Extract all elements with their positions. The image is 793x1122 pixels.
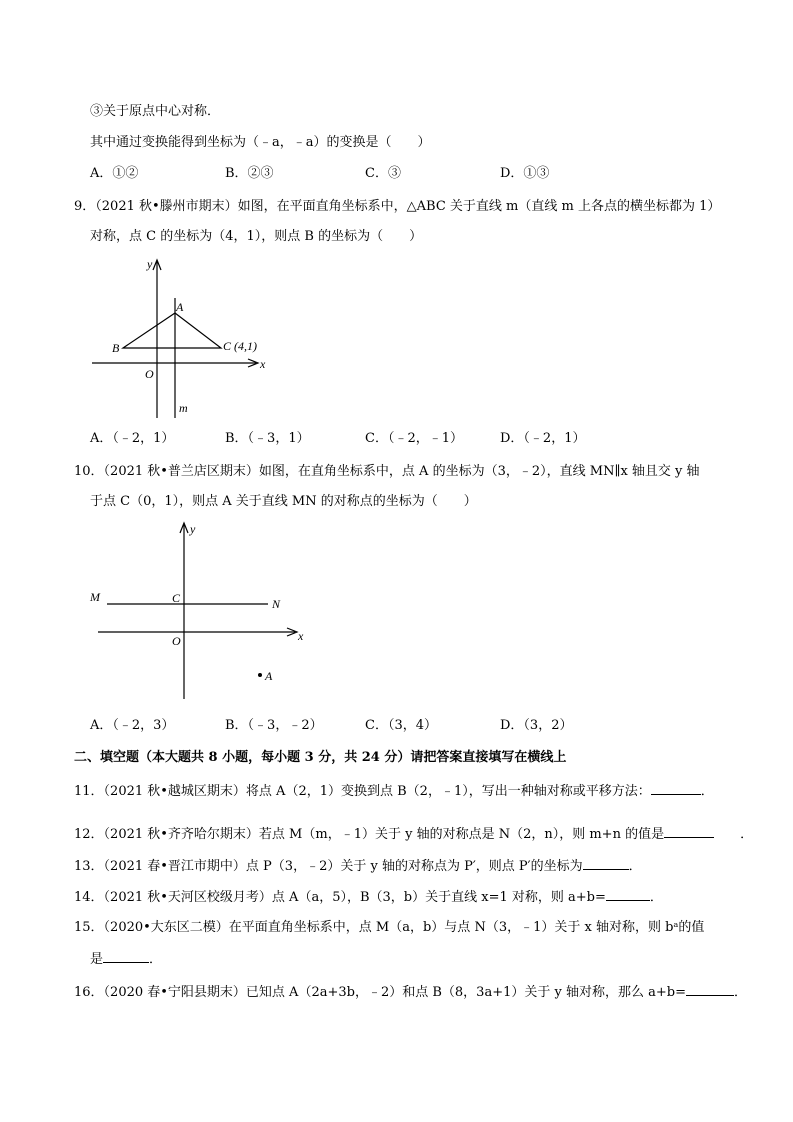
q8-question: 其中通过变换能得到坐标为（﹣a，﹣a）的变换是（ ） (90, 135, 431, 150)
q9-label-m: m (179, 401, 188, 415)
q9-stem-line1: 9．（2021 秋•滕州市期末）如图，在平面直角坐标系中，△ABC 关于直线 m（直线 m 上各点的横坐标都为 1） (74, 199, 721, 214)
q10-option-c: C．（3，4） (365, 718, 437, 733)
q10-label-m: M (90, 590, 100, 604)
q10-point-a (258, 673, 262, 677)
q13-answer-blank[interactable] (583, 857, 629, 870)
q15-end: ． (149, 952, 163, 967)
q9-label-x: x (260, 357, 266, 371)
q15-line2 (90, 950, 162, 968)
section2-heading: 二、填空题（本大题共 8 小题，每小题 3 分，共 24 分）请把答案直接填写在横线上 (74, 750, 567, 765)
q14-text: 14．（2021 秋•天河区校级月考）点 A（a，5），B（3，b）关于直线 x=1 对称，则 a+b= (74, 890, 606, 905)
q16-end: ． (733, 985, 747, 1000)
q13-line (74, 857, 642, 875)
q10-option-d: D．（3，2） (500, 718, 573, 733)
q11-end: ． (700, 784, 714, 799)
q9-label-c: C (4,1) (223, 339, 257, 353)
q9-option-a: A．（﹣2，1） (90, 431, 175, 446)
q12-line (74, 825, 753, 843)
q14-end: ． (649, 890, 663, 905)
q12-answer-blank[interactable] (664, 825, 714, 838)
q8-item3: ③关于原点中心对称． (90, 104, 221, 119)
q15-stem-line1: 15．（2020•大东区二模）在平面直角坐标系中，点 M（a，b）与点 N（3，﹣1）关于 x 轴对称，则 bᵃ的值 (74, 920, 705, 935)
q8-option-d: D．①③ (500, 166, 550, 181)
q12-text: 12．（2021 秋•齐齐哈尔期末）若点 M（m，﹣1）关于 y 轴的对称点是 N（2，n），则 m+n 的值是 (74, 827, 665, 842)
q13-text: 13．（2021 春•晋江市期中）点 P（3，﹣2）关于 y 轴的对称点为 P′，则点 P′的坐标为 (74, 859, 583, 874)
q10-option-a: A．（﹣2，3） (90, 718, 175, 733)
q9-stem-line2: 对称，点 C 的坐标为（4，1），则点 B 的坐标为（ ） (90, 229, 423, 244)
q9-option-c: C．（﹣2，﹣1） (365, 431, 463, 446)
q8-option-c: C．③ (365, 166, 401, 181)
q9-option-d: D．（﹣2，1） (500, 431, 586, 446)
q9-label-a: A (176, 300, 184, 314)
q11-text: 11．（2021 秋•越城区期末）将点 A（2，1）变换到点 B（2，﹣1），写出一种轴对称或平移方法： (74, 784, 651, 799)
q11-answer-blank[interactable] (651, 782, 701, 795)
q9-label-b: B (112, 341, 120, 355)
q10-label-x: x (298, 629, 304, 643)
q10-label-c: C (172, 591, 181, 605)
q14-line (74, 888, 663, 906)
q9-option-b: B．（﹣3，1） (225, 431, 310, 446)
q16-text: 16．（2020 春•宁阳县期末）已知点 A（2a+3b，﹣2）和点 B（8，3a+1）关于 y 轴对称，那么 a+b= (74, 985, 686, 1000)
q12-end: ． (740, 827, 754, 842)
q10-option-b: B．（﹣3，﹣2） (225, 718, 323, 733)
q10-label-origin: O (172, 634, 181, 648)
q16-answer-blank[interactable] (686, 983, 734, 996)
q15-answer-blank[interactable] (103, 950, 149, 963)
q15-text: 是 (90, 952, 104, 967)
q16-line (74, 983, 747, 1001)
q10-label-y: y (190, 522, 196, 536)
q8-option-a: A．①② (90, 166, 139, 181)
q11-line (74, 782, 714, 800)
q10-label-n: N (272, 597, 281, 611)
q9-label-y: y (147, 257, 153, 271)
q10-stem-line2: 于点 C（0，1），则点 A 关于直线 MN 的对称点的坐标为（ ） (90, 494, 477, 509)
q10-stem-line1: 10．（2021 秋•普兰店区期末）如图，在直角坐标系中，点 A 的坐标为（3，﹣2），直线 MN∥x 轴且交 y 轴 (74, 464, 700, 479)
q14-answer-blank[interactable] (606, 888, 650, 901)
q13-end: ． (628, 859, 642, 874)
q9-label-origin: O (145, 367, 154, 381)
q10-label-a: A (265, 669, 273, 683)
q8-option-b: B．②③ (225, 166, 274, 181)
